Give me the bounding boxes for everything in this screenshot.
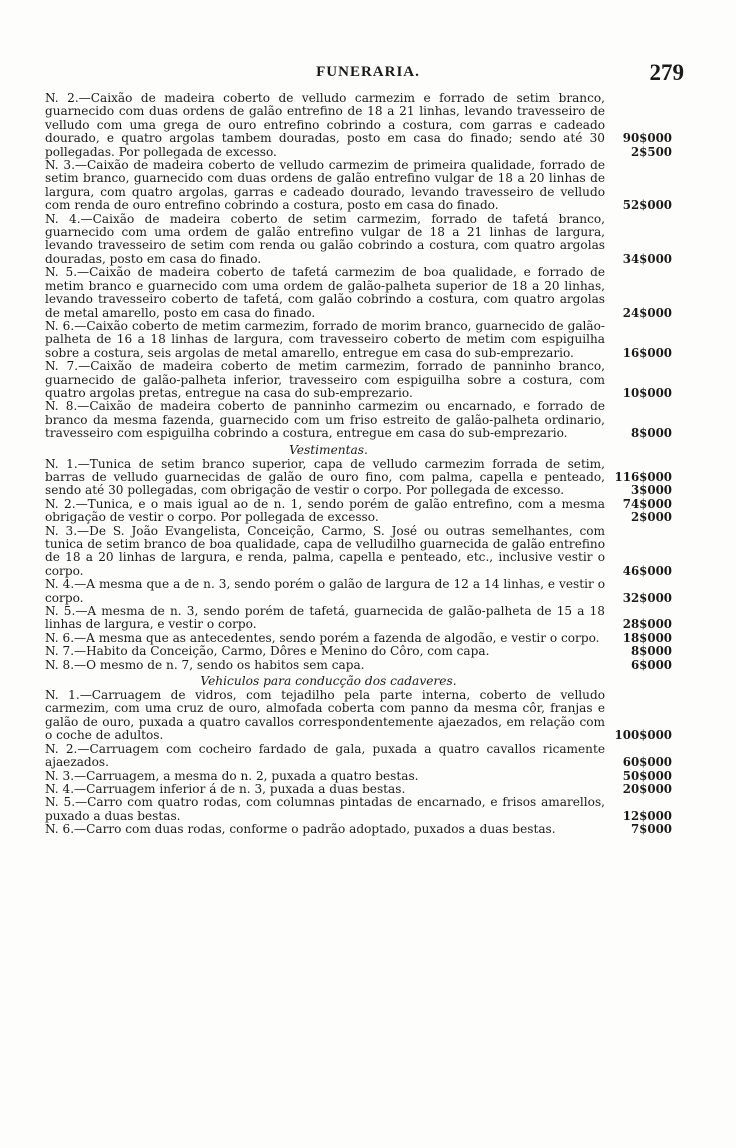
- entry-amount: 7$000: [630, 822, 672, 837]
- coffin-entry-6: [45, 320, 672, 360]
- entry-text: N. 8.—O mesmo de n. 7, sendo os habitos sem capa.: [45, 657, 365, 672]
- entry-text: N. 6.—Carro com duas rodas, conforme o padrão adoptado, puxados a duas bestas.: [45, 822, 556, 837]
- entry-text: N. 4.—Carruagem inferior á de n. 3, puxada a duas bestas.: [45, 781, 406, 796]
- entry-amount: 12$000: [622, 808, 672, 823]
- vehicle-entry-6: [45, 823, 672, 836]
- entry-amount: 6$000: [630, 657, 672, 672]
- garment-entry-4: [45, 578, 672, 605]
- garment-entry-5: [45, 605, 672, 632]
- entry-text: N. 5.—Caixão de madeira coberto de tafetá carmezim de boa qualidade, e forrado de metim branco e guarnecido com uma ordem de galão-palheta superior de 18 a 20 linhas, levando travesseiro coberto de tafetá, com galão cobrindo a costura, com quatro argolas de metal amarello, posto em casa do finado.: [45, 265, 605, 320]
- entry-amount: 100$000: [614, 728, 672, 743]
- vehicle-entry-3: [45, 770, 672, 783]
- entry-text: N. 8.—Caixão de madeira coberto de panninho carmezim ou encarnado, e forrado de branco da mesma fazenda, guarnecido com um friso estreito de galão-palheta ordinario, travesseiro com espiguilha cobrindo a costura, entregue em casa do sub-emprezario.: [45, 399, 605, 441]
- entry-amount: 24$000: [622, 305, 672, 320]
- coffin-entry-8: [45, 400, 672, 440]
- entry-amount: [605, 498, 672, 525]
- garment-entry-2: [45, 498, 672, 525]
- entry-text: N. 6.—A mesma que as antecedentes, sendo porém a fazenda de algodão, e vestir o corpo.: [45, 630, 600, 645]
- vehicle-entry-2: [45, 743, 672, 770]
- entry-amount: [605, 471, 672, 498]
- page-number: 279: [649, 60, 684, 85]
- garment-entry-3: [45, 525, 672, 579]
- entry-amount: 52$000: [622, 198, 672, 213]
- entry-amount: [605, 132, 672, 159]
- tariff-column: [45, 92, 672, 837]
- garment-entry-8: [45, 659, 672, 672]
- entry-text: N. 7.—Caixão de madeira coberto de metim carmezim, forrado de panninho branco, guarnecido de galão-palheta inferior, travesseiro com espiguilha sobre a costura, com quatro argolas pretas, entregue na casa do sub-emprezario.: [45, 359, 605, 400]
- entry-amount: 16$000: [622, 345, 672, 360]
- entry-excess-price: 2$500: [630, 144, 672, 159]
- entry-excess-price: 2$000: [630, 510, 672, 525]
- entry-text: N. 4.—Caixão de madeira coberto de setim carmezim, forrado de tafetá branco, guarnecido com uma ordem de galão entrefino vulgar de 18 a 21 linhas de largura, levando travesseiro de setim com renda ou galão cobrindo a costura, com quatro argolas douradas, posto em casa do finado.: [45, 211, 605, 266]
- entry-text: N. 1.—Carruagem de vidros, com tejadilho pela parte interna, coberto de velludo carmezim, com uma cruz de ouro, almofada coberta com panno da mesma côr, franjas e galão de ouro, puxada a quatro cavallos correspondentemente ajaezados, em relação com o coche de adultos.: [45, 688, 605, 743]
- entry-amount: 18$000: [622, 630, 672, 645]
- garment-entry-7: [45, 645, 672, 658]
- entry-text: N. 5.—A mesma de n. 3, sendo porém de tafetá, guarnecida de galão-palheta de 15 a 18 linhas de largura, e vestir o corpo.: [45, 604, 605, 632]
- entry-amount: 32$000: [622, 590, 672, 605]
- coffin-entry-3: [45, 159, 672, 213]
- entry-price: 74$000: [622, 496, 672, 511]
- entry-text: N. 3.—Carruagem, a mesma do n. 2, puxada a quatro bestas.: [45, 768, 419, 783]
- entry-amount: 50$000: [622, 768, 672, 783]
- entry-text: N. 5.—Carro com quatro rodas, com columnas pintadas de encarnado, e frisos amarellos, puxado a duas bestas.: [45, 795, 605, 823]
- vehicle-entry-1: [45, 689, 672, 743]
- garment-entry-6: [45, 632, 672, 645]
- entry-amount: 60$000: [622, 755, 672, 770]
- entry-price: 90$000: [622, 131, 672, 146]
- entry-text: N. 3.—Caixão de madeira coberto de velludo carmezim de primeira qualidade, forrado de setim branco, guarnecido com duas ordens de galão entrefino vulgar de 18 a 20 linhas de largura, com quatro argolas, garras e cadeado dourado, levando travesseiro de velludo com renda de ouro entrefino cobrindo a costura, posto em casa do finado.: [45, 158, 605, 213]
- entry-amount: 34$000: [622, 251, 672, 266]
- entry-amount: 8$000: [630, 644, 672, 659]
- vehicle-entry-5: [45, 796, 672, 823]
- entry-text: N. 1.—Tunica de setim branco superior, capa de velludo carmezim forrada de setim, barras de velludo guarnecidas de galão de ouro fino, com palma, capella e penteado, sendo até 30 pollegadas, com obrigação de vestir o corpo. Por pollegada de excesso.: [45, 456, 605, 498]
- entry-amount: 28$000: [622, 617, 672, 632]
- entry-text: N. 4.—A mesma que a de n. 3, sendo porém o galão de largura de 12 a 14 linhas, e vestir o corpo.: [45, 577, 605, 605]
- entry-text: N. 7.—Habito da Conceição, Carmo, Dôres e Menino do Côro, com capa.: [45, 644, 490, 659]
- page-title: FUNERARIA.: [316, 64, 420, 80]
- entry-price: 116$000: [614, 469, 672, 484]
- entry-amount: 10$000: [622, 385, 672, 400]
- entry-text: N. 2.—Caixão de madeira coberto de velludo carmezim e forrado de setim branco, guarnecido com duas ordens de galão entrefino de 18 a 21 linhas, levando travesseiro de velludo com uma grega de ouro entrefino cobrindo a costura, com garras e cadeado dourado, e quatro argolas tambem douradas, posto em casa do finado; sendo até 30 pollegadas. Por pollegada de excesso.: [45, 91, 605, 159]
- coffin-entry-7: [45, 360, 672, 400]
- section-heading-vestimentas: Vestimentas.: [289, 442, 368, 457]
- section-heading-vehiculos: Vehiculos para conducção dos cadaveres.: [200, 674, 457, 689]
- coffin-entry-2: [45, 92, 672, 159]
- vehicle-entry-4: [45, 783, 672, 796]
- coffin-entry-5: [45, 266, 672, 320]
- entry-amount: 46$000: [622, 563, 672, 578]
- entry-amount: 8$000: [630, 426, 672, 441]
- entry-amount: 20$000: [622, 781, 672, 796]
- entry-text: N. 3.—De S. João Evangelista, Conceição, Carmo, S. José ou outras semelhantes, com tunica de setim branco de boa qualidade, capa de velludilho guarnecida de galão entrefino de 18 a 20 linhas de largura, e renda, palma, capella e penteado, etc., inclusive vestir o corpo.: [45, 523, 605, 578]
- garment-entry-1: [45, 458, 672, 498]
- entry-text: N. 2.—Tunica, e o mais igual ao de n. 1, sendo porém de galão entrefino, com a mesma obrigação de vestir o corpo. Por pollegada de excesso.: [45, 496, 605, 525]
- entry-excess-price: 3$000: [630, 483, 672, 498]
- coffin-entry-4: [45, 213, 672, 267]
- entry-text: N. 6.—Caixão coberto de metim carmezim, forrado de morim branco, guarnecido de galão-palheta de 16 a 18 linhas de largura, com travesseiro coberto de metim com espiguilha sobre a costura, seis argolas de metal amarello, entregue em casa do sub-emprezario.: [45, 318, 605, 360]
- entry-text: N. 2.—Carruagem com cocheiro fardado de gala, puxada a quatro cavallos ricamente ajaezados.: [45, 741, 605, 770]
